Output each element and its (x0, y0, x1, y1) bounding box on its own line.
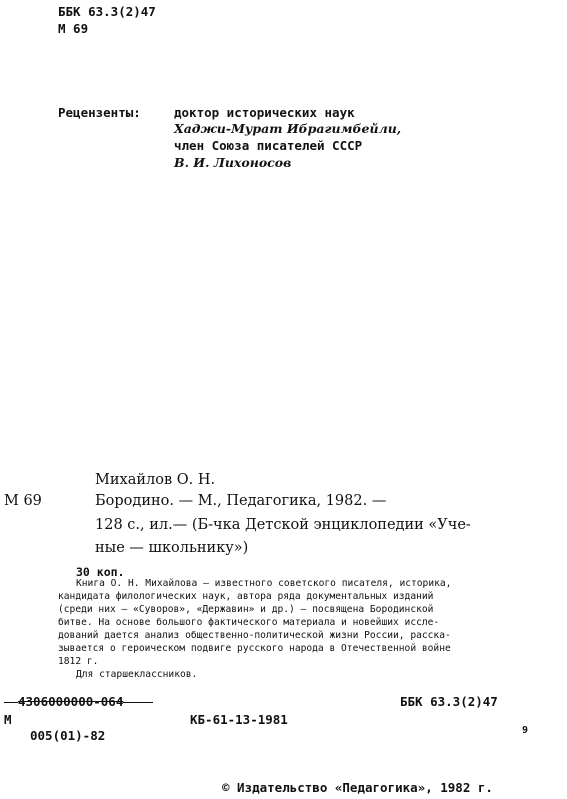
reviewer-name-1: Хаджи-Мурат Ибрагимбейли, (174, 121, 402, 136)
copyright: © Издательство «Педагогика», 1982 г. (222, 780, 493, 795)
catalog-audience: Для старшеклассников. (76, 669, 198, 680)
catalog-code-top: М 69 (58, 21, 89, 36)
catalog-code-2: 005(01)-82 (30, 728, 106, 743)
reviewers-label: Рецензенты: (58, 105, 141, 120)
annotation-line: кандидата филологических наук, автора ряда документальных изданий (58, 591, 434, 602)
rule-left (4, 702, 18, 703)
annotation-line: зывается о героическом подвиге русского народа в Отечественной войне (58, 643, 451, 654)
annotation-line: дований дается анализ общественно-политической жизни России, расска- (58, 630, 451, 641)
annotation-line: 1812 г. (58, 656, 99, 667)
catalog-kb-code: КБ-61-13-1981 (190, 712, 288, 727)
catalog-price: 30 коп. (76, 565, 125, 579)
catalog-letter: М (4, 712, 12, 727)
catalog-author: Михайлов О. Н. (95, 472, 216, 488)
catalog-line-1: Бородино. — М., Педагогика, 1982. — (95, 493, 387, 509)
reviewer-name-2: В. И. Лихоносов (174, 155, 292, 170)
catalog-line-3: ные — школьнику») (95, 540, 249, 556)
bbk-bottom: ББК 63.3(2)47 (400, 694, 498, 709)
annotation-line: битве. На основе большого фактического материала и новейших иссле- (58, 617, 440, 628)
annotation-line: (среди них — «Суворов», «Державин» и др.) — посвящена Бородинской (58, 604, 434, 615)
catalog-number: 4306000000-064 (4, 694, 153, 709)
catalog-code: М 69 (4, 493, 42, 509)
reviewer-degree: доктор исторических наук (174, 105, 355, 120)
catalog-line-2: 128 с., ил.— (Б-чка Детской энциклопедии «Уче- (95, 517, 471, 533)
rule-right (123, 702, 153, 703)
page-number: 9 (522, 725, 529, 736)
reviewer-title: член Союза писателей СССР (174, 138, 363, 153)
annotation-line: Книга О. Н. Михайлова — известного советского писателя, историка, (76, 578, 452, 589)
bbk-top: ББК 63.3(2)47 (58, 4, 156, 19)
